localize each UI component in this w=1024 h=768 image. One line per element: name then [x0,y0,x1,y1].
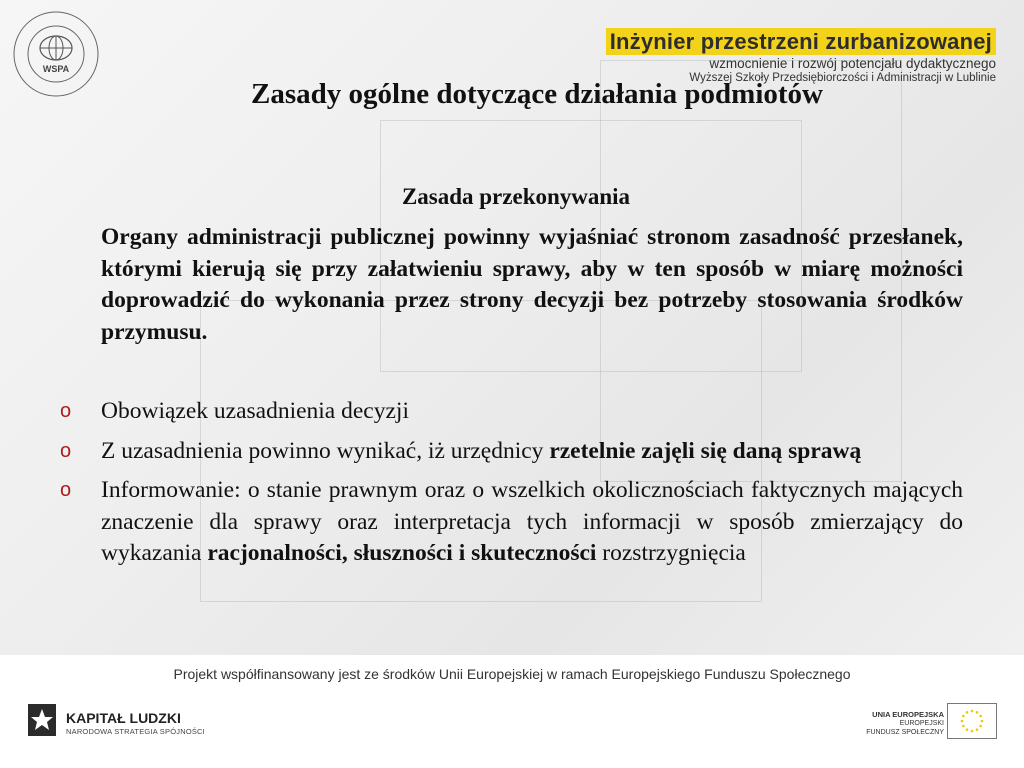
eu-star-icon [971,730,974,733]
kapital-ludzki-title: KAPITAŁ LUDZKI [66,710,181,726]
eu-star-icon [979,725,982,728]
eu-star-icon [971,710,974,713]
bullet-marker-icon: o [60,439,72,462]
section-subtitle: Zasada przekonywania [401,184,631,209]
funding-note: Projekt współfinansowany jest ze środków Unii Europejskiej w ramach Europejskiego Funduszu Społecznego [173,666,851,682]
eu-star-icon [976,728,979,731]
slide-title: Zasady ogólne dotyczące działania podmiotów [251,78,823,110]
eu-star-icon [966,728,969,731]
bullet-item [60,436,963,468]
bullet-text: Informowanie: o stanie prawnym oraz o wszelkich okolicznościach faktycznych mających znaczenie dla sprawy oraz interpretacja tych informacji w sposób zmierzający do wykazania [101,477,963,566]
project-banner [606,28,996,85]
eu-line1: UNIA EUROPEJSKA [872,710,944,719]
bullet-item [60,475,963,570]
eu-star-icon [962,715,965,718]
bullet-text: Z uzasadnienia powinno wynikać, iż urzędnicy [101,437,550,464]
eu-star-icon [966,711,969,714]
bullet-text-tail: rozstrzygnięcia [596,540,746,566]
eu-star-icon [979,715,982,718]
banner-line3: Wyższej Szkoły Przedsiębiorczości i Administracji w Lublinie [689,72,996,84]
eu-line3: FUNDUSZ SPOŁECZNY [866,729,944,736]
eu-label [866,710,944,737]
bullet-marker-icon: o [60,400,72,422]
banner-line2: wzmocnienie i rozwój potencjału dydaktycznego [709,56,996,71]
bullet-marker-icon: o [60,479,72,501]
eu-star-icon [976,711,979,714]
bullet-list [60,396,963,578]
bullet-text: Obowiązek uzasadnienia decyzji [101,398,409,424]
bullet-item [60,396,963,428]
bullet-text-bold: racjonalności, słuszności i skuteczności [207,540,597,566]
kapital-ludzki-subtitle: NARODOWA STRATEGIA SPÓJNOŚCI [66,727,205,736]
eu-flag-icon [947,703,997,739]
banner-title: Inżynier przestrzeni zurbanizowanej [606,28,996,55]
eu-star-icon [961,720,964,723]
eu-star-icon [981,720,984,723]
bullet-text-bold: rzetelnie zajęli się daną sprawą [549,437,862,464]
eu-star-icon [962,725,965,728]
logo-abbr: WSPA [42,64,70,74]
principle-paragraph: Organy administracji publicznej powinny wyjaśniać stronom zasadność przesłanek, którymi kierują się przy załatwieniu sprawy, aby w ten sposób w miarę możności doprowadzić do wykonania przez strony decyzji bez potrzeby stosowania środków przymusu. [101,224,963,345]
kapital-ludzki-star-icon [22,700,62,740]
eu-line2: EUROPEJSKI [899,720,944,727]
